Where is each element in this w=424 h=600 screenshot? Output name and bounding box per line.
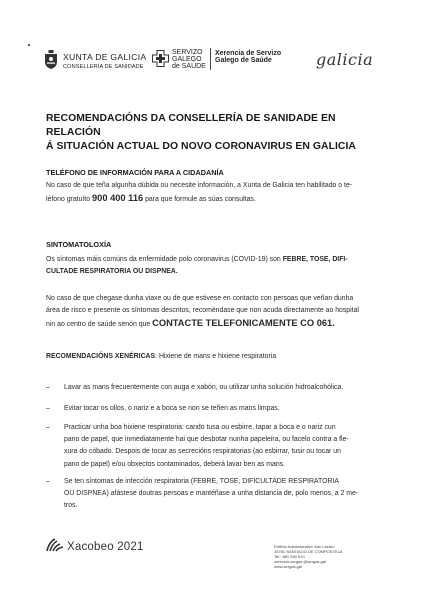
phone-line-2-post: para que formule as súas consultas. <box>143 196 256 204</box>
address-line-5: www.sergas.gal <box>274 564 303 569</box>
header <box>0 0 424 80</box>
travel-line-3 <box>46 317 384 331</box>
sergas-name <box>172 49 206 71</box>
bullet-4-line-2: OU DISPNEA) afástese doutras persoas e mantéñase a unha distancia de, polo menos, a 2 me- <box>64 490 359 498</box>
recommendations-heading <box>46 351 384 363</box>
xerencia-line-2: Galego de Saúde <box>215 57 272 65</box>
recommendations-heading-rest: : Hixiene de mans e hixiene respiratoria <box>155 353 277 360</box>
travel-advice <box>46 293 384 332</box>
symptoms-line-2: CULTADE RESPIRATORIA OU DISPNEA. <box>46 268 178 276</box>
bullet-marker: – <box>46 405 50 412</box>
symptoms-line-1-pre: Os síntomas máis comúns da enfermidade polo coronavirus (COVID-19) son <box>46 256 283 263</box>
address-line-3: Tel.: 881 540 610 <box>274 554 305 559</box>
footer-address <box>274 544 384 569</box>
xacobeo-logo-text: Xacobeo 2021 <box>67 541 144 553</box>
recommendations-heading-bold: RECOMENDACIÓNS XENÉRICAS <box>46 353 156 360</box>
phone-line-2-pre: léfono gratuíto <box>46 196 92 204</box>
list-item <box>46 422 384 472</box>
symptoms-line-1 <box>46 254 384 266</box>
title-line-1: RECOMENDACIÓNS DA CONSELLERÍA DE SANIDADE EN RELACIÓN <box>46 113 336 138</box>
bullet-4-line-1: Se ten síntomas de infección respiratoria (FEBRE, TOSE, DIFICULTADE RESPIRATORIA <box>64 478 339 485</box>
sergas-divider <box>210 48 211 70</box>
phone-line-1: No caso de que teña algunha dúbida ou necesite información, a Xunta de Galicia ten habilitado o te- <box>46 182 353 189</box>
list-item <box>46 403 384 416</box>
bullet-4-line-3: tros. <box>64 502 78 510</box>
bullet-4-text <box>64 476 382 513</box>
bullet-3-text <box>64 422 382 471</box>
bullet-marker: – <box>46 478 50 485</box>
sergas-line-3: de SAÚDE <box>172 63 206 71</box>
phone-number: 900 400 116 <box>91 193 144 204</box>
title-line-2: Á SITUACIÓN ACTUAL DO NOVO CORONAVIRUS EN GALICIA <box>46 141 356 152</box>
xerencia-line-1: Xerencia de Servizo <box>215 50 282 57</box>
bullet-2-line-1: Evitar tocar os ollos, o nariz e a boca se non se teñen as mans limpas. <box>64 405 280 412</box>
bullet-3-line-4: pano de papel) e/ou obxectos contaminados, deberá lavar ben as mans. <box>64 460 286 468</box>
bullet-2-text <box>64 403 382 415</box>
galicia-logo: galicia <box>316 50 374 69</box>
address-line-1: Edificio Administrativo San Lázaro <box>274 544 335 549</box>
bullet-marker: – <box>46 384 50 391</box>
bullet-3-line-1: Practicar unha boa hixiene respiratoria: cando tusa ou esbirre, tapar a boca e o nariz cun <box>64 424 336 431</box>
symptoms-text <box>46 254 384 278</box>
travel-line-1: No caso de que chegase dunha viaxe ou de que estivese en contacto con persoas que veñan dunha <box>46 295 354 302</box>
symptoms-line-1-bold: FEBRE, TOSE, DIFI- <box>282 256 348 263</box>
corner-mark <box>28 44 30 46</box>
bullet-3-line-2: pano de papel, que inmediatamente hai que desbotar nunha papeleira, ou facelo contra a fle- <box>64 436 349 444</box>
xunta-department: CONSELLERÍA DE SANIDADE <box>63 64 144 70</box>
xacobeo-shell-icon <box>46 538 64 552</box>
sergas-line-1: SERVIZO <box>172 49 203 56</box>
bullet-1-text <box>64 382 382 394</box>
travel-line-2: área de risco e presente os síntomas descritos, recoméndase que non acuda directamente ao hospital <box>46 307 359 315</box>
bullet-1-line-1: Lavar as mans frecuentemente con auga e xabón, ou utilizar unha solución hidroalcohólica. <box>64 384 344 391</box>
sergas-cross-icon <box>152 50 169 67</box>
address-line-2: 15781 SANTIAGO DE COMPOSTELA <box>274 549 343 554</box>
contact-061: CONTACTE TELEFONICAMENTE CO 061. <box>152 318 335 329</box>
address-line-4: xerencia.sergas.@sergas.gal <box>274 559 326 564</box>
phone-section-text <box>46 180 384 206</box>
sergas-line-2: GALEGO <box>172 56 202 64</box>
xunta-name: XUNTA DE GALICIA <box>63 52 147 62</box>
list-item <box>46 382 384 395</box>
page-title <box>46 112 386 154</box>
bullet-marker: – <box>46 424 50 431</box>
list-item <box>46 476 384 514</box>
phone-section-heading: TELÉFONO DE INFORMACIÓN PARA A CIDADANÍA <box>46 168 224 177</box>
bullet-3-line-3: xura do cóbado. Despois de tocar as secrecións respiratorias (ao esbirrar, tusir ou tocar un <box>64 448 341 456</box>
travel-line-3-pre: nin ao centro de saúde senón que <box>46 321 153 329</box>
symptoms-heading: SINTOMATOLOXÍA <box>46 240 112 249</box>
phone-line-2 <box>46 192 384 206</box>
xerencia-name <box>215 50 281 64</box>
xunta-crest-icon <box>44 50 58 69</box>
